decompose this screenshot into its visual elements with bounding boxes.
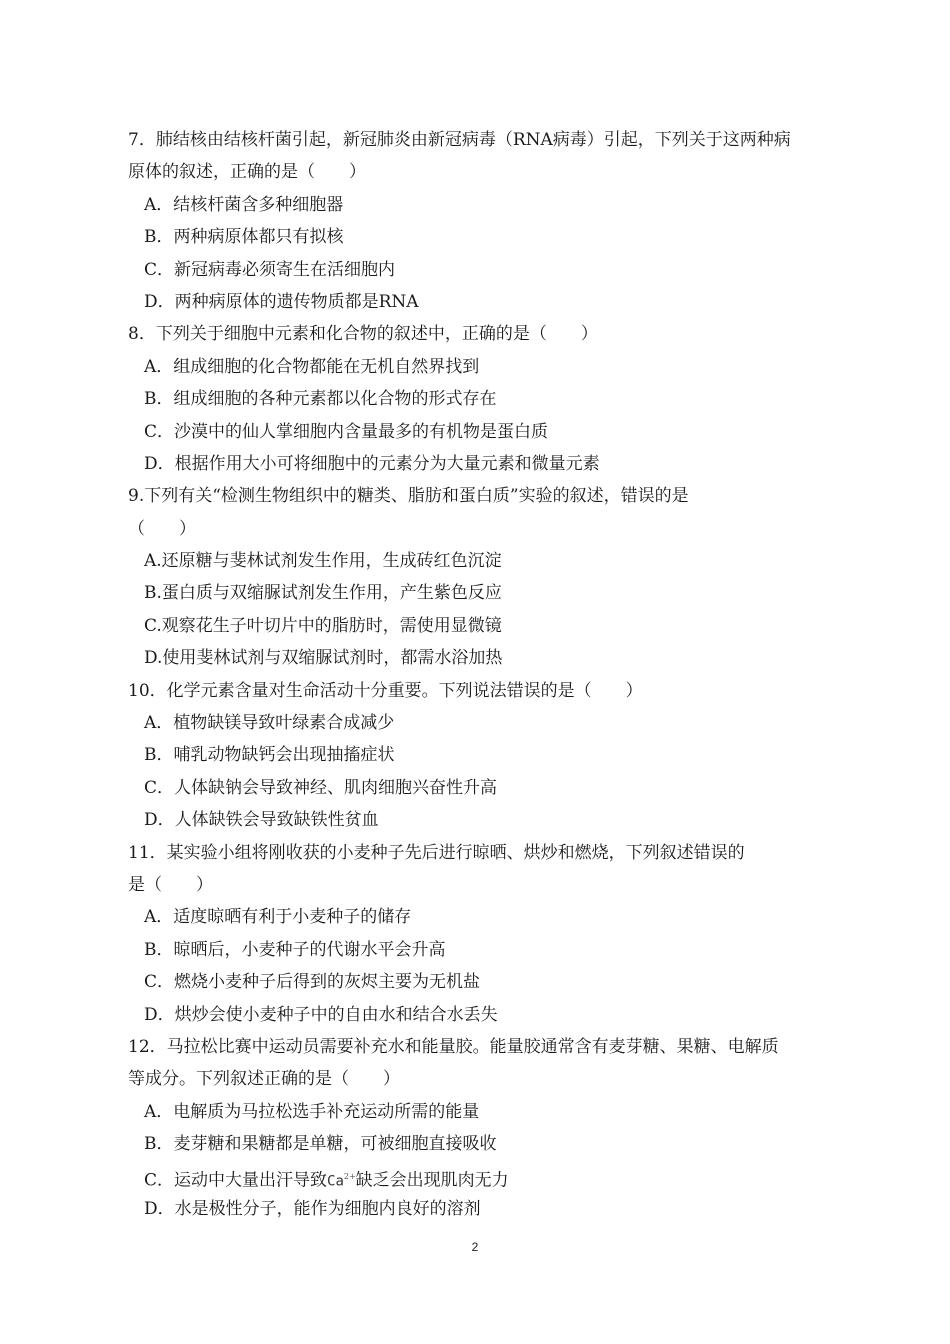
page-number: 2 — [471, 1240, 479, 1254]
option-c-text-end: 缺乏会出现肌肉无力 — [355, 1170, 509, 1191]
option-a: A．植物缺镁导致叶绿素合成减少 — [144, 713, 395, 734]
option-b: B.蛋白质与双缩脲试剂发生作用，产生紫色反应 — [144, 583, 502, 604]
option-a: A．适度晾晒有利于小麦种子的储存 — [144, 907, 412, 928]
option-d: D．人体缺铁会导致缺铁性贫血 — [144, 810, 379, 831]
option-d: D．两种病原体的遗传物质都是RNA — [144, 291, 419, 312]
option-b: B．晾晒后，小麦种子的代谢水平会升高 — [144, 939, 446, 960]
question-12 — [128, 1031, 828, 1225]
question-stem: 是（ ） — [128, 874, 213, 895]
option-b: B．哺乳动物缺钙会出现抽搐症状 — [144, 745, 395, 766]
question-stem: 等成分。下列叙述正确的是（ ） — [128, 1069, 400, 1090]
question-10 — [128, 675, 828, 837]
option-c-text: C．运动中大量出汗导致 — [144, 1170, 328, 1191]
question-stem: （ ） — [128, 518, 196, 539]
option-c: C．人体缺钠会导致神经、肌肉细胞兴奋性升高 — [144, 777, 498, 798]
question-stem: 8．下列关于细胞中元素和化合物的叙述中，正确的是（ ） — [128, 324, 598, 345]
question-11 — [128, 837, 828, 1031]
question-list — [128, 124, 828, 1225]
option-d: D．烘炒会使小麦种子中的自由水和结合水丢失 — [144, 1004, 498, 1025]
option-c: C．沙漠中的仙人掌细胞内含量最多的有机物是蛋白质 — [144, 421, 549, 442]
question-stem: 11．某实验小组将刚收获的小麦种子先后进行晾晒、烘炒和燃烧，下列叙述错误的 — [128, 842, 745, 863]
option-a: A.还原糖与斐林试剂发生作用，生成砖红色沉淀 — [144, 551, 502, 572]
option-d: D．水是极性分子，能作为细胞内良好的溶剂 — [144, 1198, 481, 1219]
question-stem: 9.下列有关“检测生物组织中的糖类、脂肪和蛋白质”实验的叙述，错误的是 — [128, 486, 689, 507]
option-d: D.使用斐林试剂与双缩脲试剂时，都需水浴加热 — [144, 648, 503, 669]
question-stem: 原体的叙述，正确的是（ ） — [128, 162, 366, 183]
option-b: B．两种病原体都只有拟核 — [144, 227, 344, 248]
option-b: B．组成细胞的各种元素都以化合物的形式存在 — [144, 389, 497, 410]
question-stem: 7．肺结核由结核杆菌引起，新冠肺炎由新冠病毒（RNA病毒）引起，下列关于这两种病 — [128, 130, 791, 150]
question-7 — [128, 124, 828, 318]
option-c — [128, 1161, 828, 1193]
question-stem: 12．马拉松比赛中运动员需要补充水和能量胶。能量胶通常含有麦芽糖、果糖、电解质 — [128, 1036, 779, 1057]
option-d: D．根据作用大小可将细胞中的元素分为大量元素和微量元素 — [144, 453, 600, 474]
question-8 — [128, 318, 828, 480]
question-stem: 10．化学元素含量对生命活动十分重要。下列说法错误的是（ ） — [128, 680, 643, 701]
option-c: C．新冠病毒必须寄生在活细胞内 — [144, 259, 396, 280]
ion-charge: 2+ — [343, 1171, 356, 1181]
question-9 — [128, 480, 828, 674]
option-c: C.观察花生子叶切片中的脂肪时，需使用显微镜 — [144, 615, 502, 636]
calcium-ion-symbol: Ca — [327, 1173, 344, 1190]
option-b: B．麦芽糖和果糖都是单糖，可被细胞直接吸收 — [144, 1134, 497, 1155]
option-a: A．电解质为马拉松选手补充运动所需的能量 — [144, 1101, 480, 1122]
option-a: A．结核杆菌含多种细胞器 — [144, 194, 344, 215]
option-a: A．组成细胞的化合物都能在无机自然界找到 — [144, 356, 480, 377]
option-c: C．燃烧小麦种子后得到的灰烬主要为无机盐 — [144, 972, 481, 993]
